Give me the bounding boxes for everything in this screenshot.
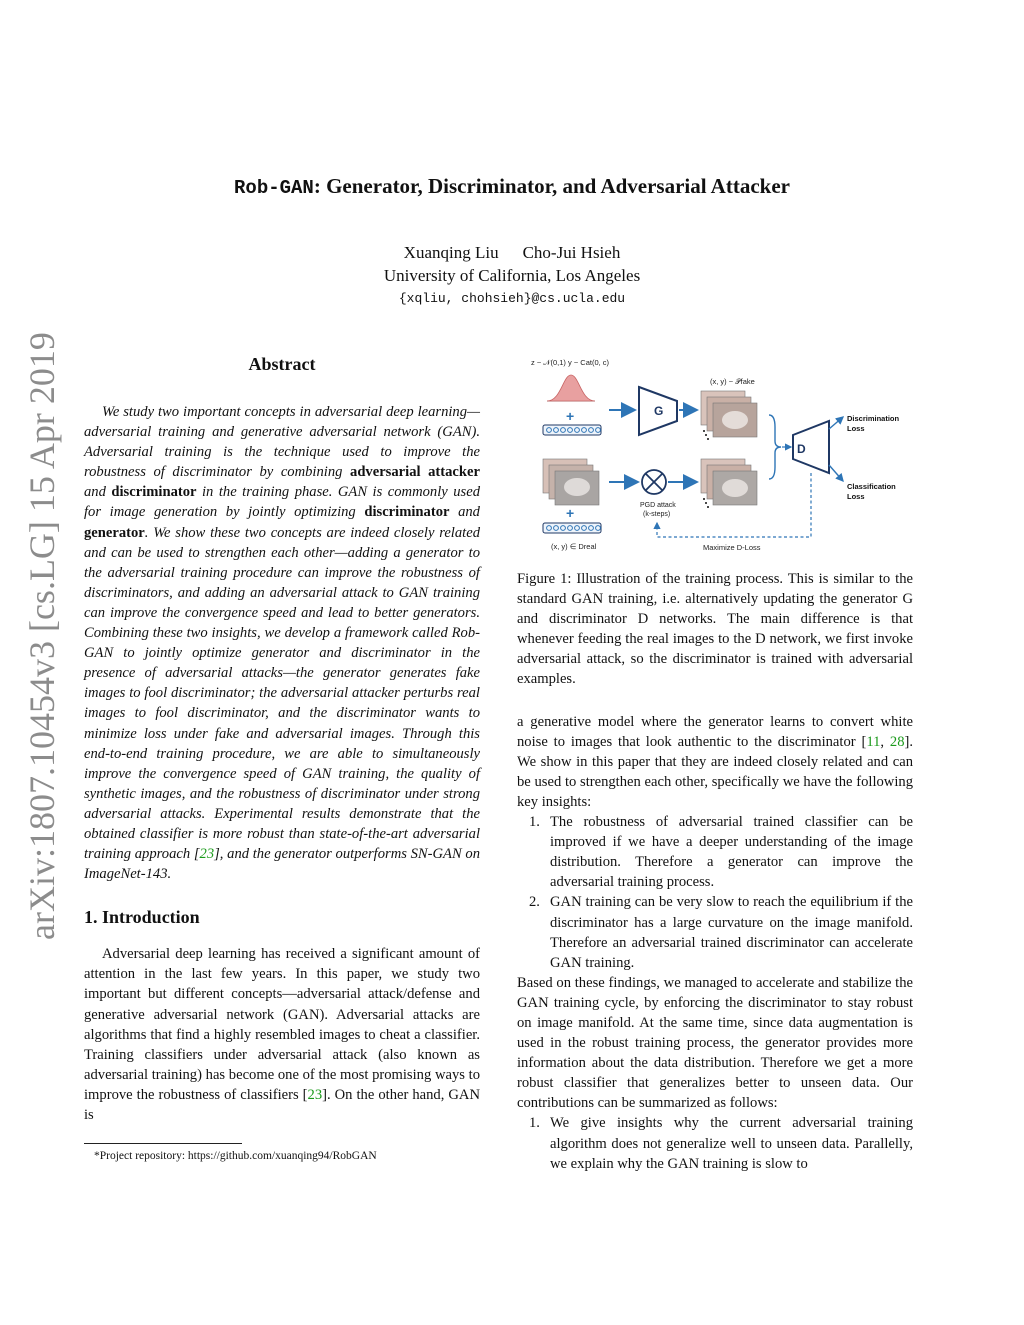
list-number: 1.	[529, 1115, 540, 1132]
real-image-stack	[543, 459, 599, 505]
list-text: We give insights why the current adversarial training algorithm does not generalize well to unseen data. Parallelly, we explain why the GAN training is slow to	[550, 1115, 913, 1172]
footnote-rule	[84, 1143, 242, 1144]
right-paragraph: Based on these findings, we managed to accelerate and stabilize the GAN training cycle, by enforcing the discriminator to stay robust on image manifold. At the same time, since data augmentation is used in the robust training process, the generator provides more information about the data distribution. Therefore we get a more robust classifier that generalizes better to unseen data. Our contributions can be summarized as follows:	[517, 974, 913, 1112]
abstract-heading: Abstract	[248, 354, 316, 374]
adversarial-image-stack	[701, 459, 757, 508]
author-block	[0, 241, 1024, 310]
discrimination-loss-label: Loss	[847, 424, 865, 433]
pgd-label-line1: PGD attack	[640, 502, 676, 509]
label-token-row-top	[543, 425, 601, 435]
arrow-to-classification-loss	[829, 465, 843, 481]
paper-title	[0, 174, 1024, 199]
insights-list	[517, 812, 913, 973]
abstract-segment: and	[449, 504, 480, 521]
real-label: (x, y) ∈ Dreal	[551, 542, 597, 551]
paragraph-segment: ,	[880, 733, 890, 750]
classification-loss-label: Classification	[847, 482, 896, 491]
arrow-to-discrimination-loss	[829, 417, 843, 429]
plus-icon: +	[566, 408, 575, 424]
arxiv-identifier: arXiv:1807.10454v3 [cs.LG] 15 Apr 2019	[22, 332, 62, 940]
paragraph-segment: a generative model where the generator learns to convert white noise to images that look authentic to the discriminator [	[517, 713, 913, 750]
list-item	[517, 892, 913, 972]
author-email[interactable]: {xqliu, chohsieh}@cs.ucla.edu	[398, 291, 626, 306]
fake-label: (x, y) ~ 𝒫fake	[710, 377, 755, 386]
contributions-list	[517, 1113, 913, 1173]
discriminator-network	[793, 421, 829, 473]
abstract-bold: discriminator	[111, 484, 197, 501]
paragraph-segment: ]. We show in this paper that they are indeed closely related and can be used to strengthen each other, specifically we have the following key insights:	[517, 733, 913, 810]
footnote: *Project repository: https://github.com/xuanqing94/RobGAN	[94, 1150, 377, 1163]
author-name: Cho-Jui Hsieh	[522, 243, 621, 262]
citation-link[interactable]: 23	[307, 1086, 323, 1103]
training-diagram	[517, 355, 913, 555]
discriminator-label: D	[797, 442, 806, 456]
maximize-loss-label: Maximize D-Loss	[703, 543, 761, 552]
training-figure	[517, 355, 913, 555]
abstract-bold: generator	[84, 524, 145, 541]
bracket-icon	[769, 415, 781, 479]
list-number: 2.	[529, 894, 540, 911]
classification-loss-label: Loss	[847, 492, 865, 501]
intro-paragraph	[84, 944, 480, 1125]
list-text: GAN training can be very slow to reach the equilibrium if the discriminator has a large curvature on the image manifold. Therefore an adversarial trained discriminator can accelerate GAN training.	[550, 894, 913, 971]
list-item	[517, 812, 913, 892]
label-token-row-bottom	[543, 523, 601, 533]
abstract-segment: . We show these two concepts are indeed closely related and can be used to strengthen each other—adding a generator to the adversarial training procedure can improve the robustness of discriminators, and adding an adversarial attack to GAN training can improve the convergence speed and lead to better generators. Combining these two insights, we develop a framework called Rob-GAN to jointly optimize generator and discriminator in the presence of adversarial attacks—the generator generates fake images to fool discriminator; the adversarial attacker perturbs real images to fool discriminator, and the discriminator wants to minimize loss under fake and adversarial images. Through this end-to-end training procedure, we are able to simultaneously improve the convergence speed of GAN training, the quality of synthetic images, and the robustness of discriminator under strong adversarial attacks. Experimental results demonstrate that the obtained classifier is more robust than state-of-the-art adversarial training approach [	[84, 524, 480, 863]
abstract-bold: adversarial attacker	[350, 464, 480, 481]
generator-label: G	[654, 404, 664, 418]
left-column	[84, 352, 480, 1164]
gaussian-icon	[547, 375, 595, 401]
title-mono-part: Rob-GAN	[234, 177, 314, 199]
citation-link[interactable]: 28	[889, 733, 905, 750]
citation-link[interactable]: 23	[199, 846, 215, 863]
affiliation: University of California, Los Angeles	[383, 266, 641, 285]
list-text: The robustness of adversarial trained classifier can be improved if we have a deeper understanding of the image distribution. Therefore a generator can improve the adversarial training process.	[550, 814, 913, 891]
intro-heading: 1. Introduction	[84, 907, 200, 928]
citation-link[interactable]: 11	[866, 733, 881, 750]
abstract-segment: and	[84, 484, 112, 501]
title-rest: : Generator, Discriminator, and Adversarial Attacker	[313, 174, 790, 198]
list-item	[517, 1113, 913, 1173]
right-paragraph	[517, 712, 913, 812]
figure-caption: Figure 1: Illustration of the training process. This is similar to the standard GAN training, i.e. alternatively updating the generator G and discriminator D networks. The main difference is that whenever feeding the real images to the D network, we first invoke adversarial attack, so the discriminator is trained with adversarial examples.	[517, 571, 913, 688]
plus-icon: +	[566, 505, 575, 521]
abstract-segment: in the training phase. GAN is commonly used for image generation by jointly optimizing	[84, 484, 480, 521]
author-names	[0, 241, 1024, 264]
pgd-label-line2: (k-steps)	[643, 511, 671, 518]
noise-label: z ~ 𝒩(0,1) y ~ Cat(0, c)	[531, 358, 610, 367]
abstract-bold: discriminator	[364, 504, 450, 521]
list-number: 1.	[529, 814, 540, 831]
fake-image-stack	[701, 391, 757, 440]
abstract-segment: We study two important concepts in adversarial deep learning—adversarial training and generative adversarial network (GAN). Adversarial training is the technique used to improve the robustness of discriminator by combining	[84, 404, 480, 481]
intro-segment: ]. On the other hand, GAN is	[84, 1086, 480, 1123]
abstract-segment: ], and the generator outperforms SN-GAN on ImageNet-143.	[84, 846, 480, 883]
abstract-text	[84, 402, 480, 884]
discrimination-loss-label: Discrimination	[847, 414, 900, 423]
intro-segment: Adversarial deep learning has received a significant amount of attention in the last few years. In this paper, we study two important but different concepts—adversarial attack/defense and generative adversarial network (GAN). Adversarial attacks are algorithms that find a highly resembled images to cheat a classifier. Training classifiers under adversarial attack (also known as adversarial training) has become one of the most promising ways to improve the robustness of classifiers [	[84, 946, 480, 1103]
right-column	[517, 355, 913, 1174]
generator-network	[639, 387, 677, 435]
author-name: Xuanqing Liu	[403, 243, 499, 262]
